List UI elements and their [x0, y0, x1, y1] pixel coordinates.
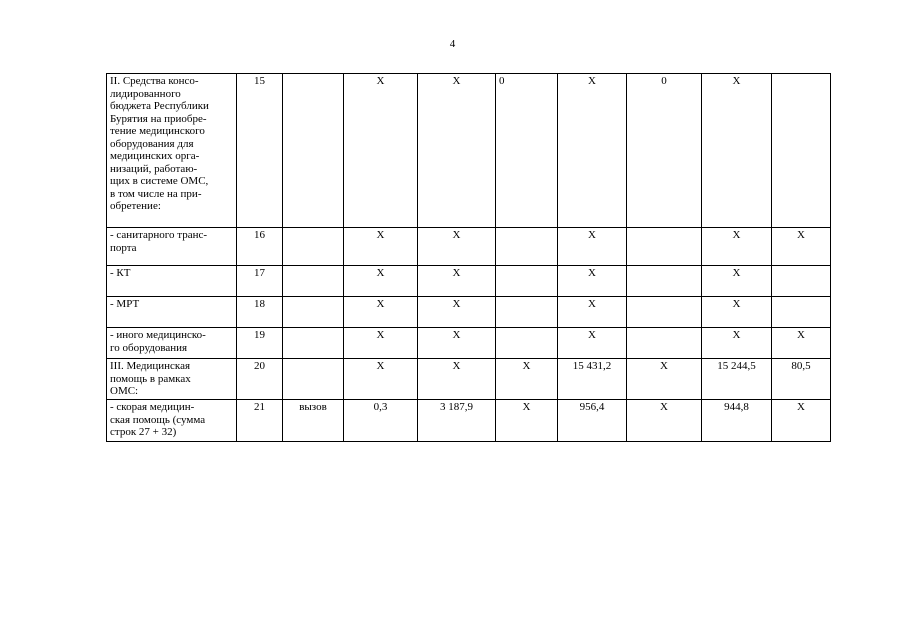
value-cell: Х	[344, 328, 418, 359]
value-cell: 15 431,2	[558, 359, 627, 400]
value-cell: Х	[418, 297, 496, 328]
value-cell	[496, 328, 558, 359]
value-cell	[772, 266, 831, 297]
value-cell	[496, 297, 558, 328]
value-cell	[772, 297, 831, 328]
row-label: - иного медицинско- го оборудования	[107, 328, 237, 359]
table-row	[107, 328, 831, 359]
row-label: - скорая медицин- ская помощь (сумма строк 27 + 32)	[107, 400, 237, 442]
value-cell	[496, 228, 558, 266]
unit-cell	[283, 328, 344, 359]
value-cell: 3 187,9	[418, 400, 496, 442]
value-cell: Х	[418, 359, 496, 400]
value-cell: Х	[418, 74, 496, 228]
table-row	[107, 359, 831, 400]
table-row	[107, 266, 831, 297]
row-label: - санитарного транс- порта	[107, 228, 237, 266]
row-line-number: 19	[237, 328, 283, 359]
value-cell: 80,5	[772, 359, 831, 400]
value-cell	[627, 297, 702, 328]
row-line-number: 16	[237, 228, 283, 266]
value-cell: Х	[772, 228, 831, 266]
value-cell: Х	[344, 266, 418, 297]
value-cell: Х	[627, 400, 702, 442]
value-cell	[772, 74, 831, 228]
value-cell: Х	[702, 228, 772, 266]
table-row	[107, 228, 831, 266]
row-label: II. Средства консо- лидированного бюджета Республики Бурятия на приобре- тение медицинского оборудования для медицинских орга- низаций, работаю- щих в системе ОМС, в том числе на при- обретение:	[107, 74, 237, 228]
table-row	[107, 400, 831, 442]
value-cell: 0	[627, 74, 702, 228]
value-cell	[496, 266, 558, 297]
row-label: - МРТ	[107, 297, 237, 328]
value-cell: Х	[344, 228, 418, 266]
value-cell: Х	[627, 359, 702, 400]
value-cell	[627, 266, 702, 297]
row-line-number: 17	[237, 266, 283, 297]
value-cell: 15 244,5	[702, 359, 772, 400]
row-line-number: 15	[237, 74, 283, 228]
data-table	[106, 73, 831, 442]
value-cell	[627, 328, 702, 359]
table-row	[107, 74, 831, 228]
value-cell	[627, 228, 702, 266]
value-cell: Х	[702, 328, 772, 359]
unit-cell: вызов	[283, 400, 344, 442]
value-cell: Х	[418, 228, 496, 266]
row-line-number: 18	[237, 297, 283, 328]
value-cell: Х	[772, 400, 831, 442]
value-cell: Х	[558, 328, 627, 359]
page-number: 4	[449, 38, 456, 50]
value-cell: Х	[558, 228, 627, 266]
unit-cell	[283, 359, 344, 400]
unit-cell	[283, 74, 344, 228]
value-cell: Х	[418, 266, 496, 297]
row-line-number: 20	[237, 359, 283, 400]
value-cell: Х	[702, 297, 772, 328]
row-label: - КТ	[107, 266, 237, 297]
value-cell: 0,3	[344, 400, 418, 442]
value-cell: Х	[418, 328, 496, 359]
value-cell: Х	[344, 74, 418, 228]
value-cell: 956,4	[558, 400, 627, 442]
value-cell: Х	[344, 359, 418, 400]
table-row	[107, 297, 831, 328]
row-label: III. Медицинская помощь в рамках ОМС:	[107, 359, 237, 400]
unit-cell	[283, 266, 344, 297]
value-cell: 0	[496, 74, 558, 228]
value-cell: Х	[496, 359, 558, 400]
value-cell: Х	[496, 400, 558, 442]
value-cell: Х	[702, 266, 772, 297]
value-cell: Х	[702, 74, 772, 228]
value-cell: 944,8	[702, 400, 772, 442]
row-line-number: 21	[237, 400, 283, 442]
unit-cell	[283, 228, 344, 266]
value-cell: Х	[772, 328, 831, 359]
unit-cell	[283, 297, 344, 328]
value-cell: Х	[558, 266, 627, 297]
value-cell: Х	[558, 297, 627, 328]
value-cell: Х	[558, 74, 627, 228]
value-cell: Х	[344, 297, 418, 328]
